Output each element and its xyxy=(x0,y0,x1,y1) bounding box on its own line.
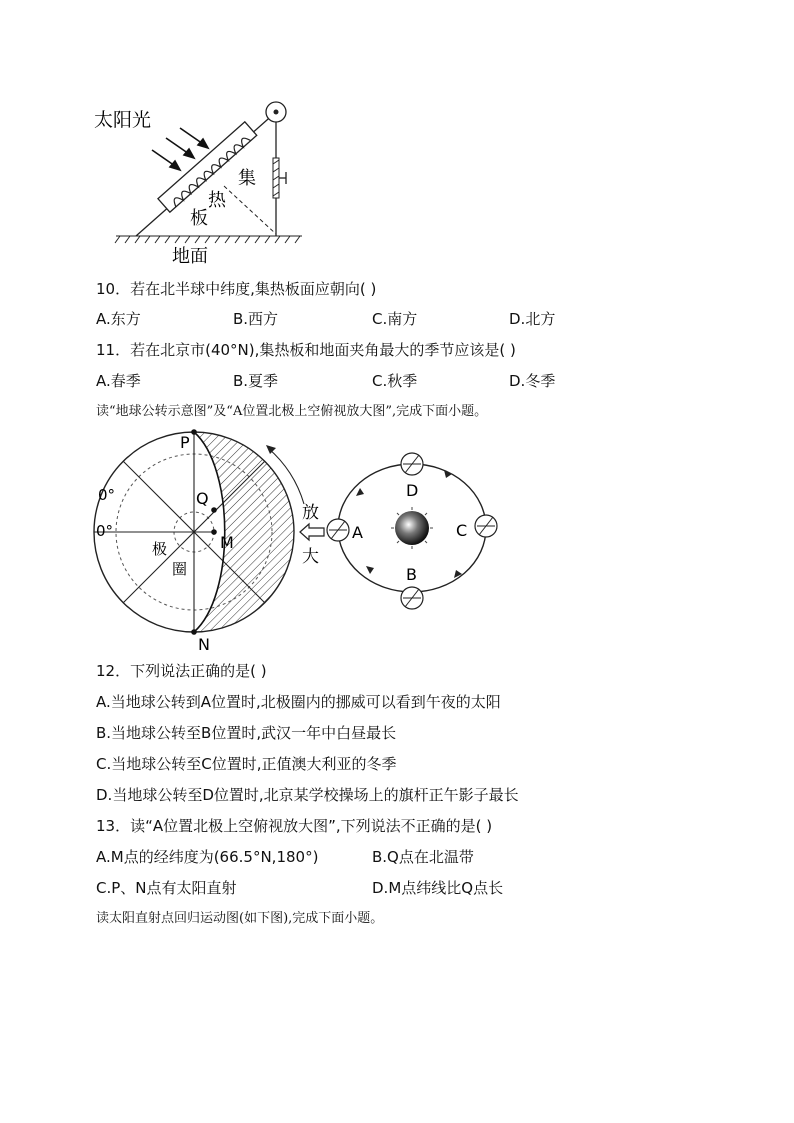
question-10-option-d[interactable]: D.北方 xyxy=(509,310,556,328)
intro-text-2: 读太阳直射点回归运动图(如下图),完成下面小题。 xyxy=(96,911,384,926)
orbit-diagram xyxy=(327,453,497,609)
intro-text-1: 读“地球公转示意图”及“A位置北极上空俯视放大图”,完成下面小题。 xyxy=(96,404,488,419)
question-11-option-b[interactable]: B.夏季 xyxy=(233,372,279,390)
zero-degree-label-top: 0° xyxy=(98,486,116,504)
question-13-option-b[interactable]: B.Q点在北温带 xyxy=(372,848,474,866)
polar-circle-char-1: 极 xyxy=(152,540,168,558)
orbit-label-a: A xyxy=(352,523,363,542)
orbit-label-b: B xyxy=(406,565,417,584)
panel-char-2: 热 xyxy=(208,190,226,211)
question-11-option-a[interactable]: A.春季 xyxy=(96,372,141,390)
question-13-option-a[interactable]: A.M点的经纬度为(66.5°N,180°) xyxy=(96,848,319,866)
question-11-stem: 11．若在北京市(40°N),集热板和地面夹角最大的季节应该是( ) xyxy=(96,341,516,359)
question-12-stem: 12．下列说法正确的是( ) xyxy=(96,662,267,680)
question-12-option-b[interactable]: B.当地球公转至B位置时,武汉一年中白昼最长 xyxy=(96,724,397,742)
orbit-label-c: C xyxy=(456,521,468,540)
question-13-option-d[interactable]: D.M点纬线比Q点长 xyxy=(372,879,504,897)
zoom-label-top: 放 xyxy=(302,503,319,523)
question-13-option-c[interactable]: C.P、N点有太阳直射 xyxy=(96,879,237,897)
point-m-label: M xyxy=(220,533,234,552)
question-10-stem: 10．若在北半球中纬度,集热板面应朝向( ) xyxy=(96,280,377,298)
point-q-label: Q xyxy=(196,489,209,508)
zoom-label-bottom: 大 xyxy=(302,547,319,567)
solar-panel-figure xyxy=(90,98,320,268)
zero-degree-label-mid: 0° xyxy=(96,522,114,540)
sun-icon xyxy=(395,511,429,545)
ground-hatching xyxy=(115,236,302,243)
panel-char-1: 集 xyxy=(238,168,256,189)
question-12-option-c[interactable]: C.当地球公转至C位置时,正值澳大利亚的冬季 xyxy=(96,755,397,773)
zoom-indicator xyxy=(300,503,324,567)
question-12-option-d[interactable]: D.当地球公转至D位置时,北京某学校操场上的旗杆正午影子最长 xyxy=(96,786,519,804)
point-n-label: N xyxy=(198,635,210,654)
question-10-option-b[interactable]: B.西方 xyxy=(233,310,279,328)
polar-circle-char-2: 圈 xyxy=(172,560,188,578)
ground-label: 地面 xyxy=(172,246,208,267)
question-11-option-d[interactable]: D.冬季 xyxy=(509,372,556,390)
panel-char-3: 板 xyxy=(190,208,208,229)
orbit-label-d: D xyxy=(406,481,419,500)
question-12-option-a[interactable]: A.当地球公转到A位置时,北极圈内的挪威可以看到午夜的太阳 xyxy=(96,693,501,711)
earth-revolution-figure xyxy=(90,428,510,654)
question-13-stem: 13．读“A位置北极上空俯视放大图”,下列说法不正确的是( ) xyxy=(96,817,493,835)
question-10-option-c[interactable]: C.南方 xyxy=(372,310,418,328)
zoom-arrow-icon xyxy=(300,524,324,540)
question-10-option-a[interactable]: A.东方 xyxy=(96,310,141,328)
point-p-label: P xyxy=(180,433,190,452)
sunlight-label: 太阳光 xyxy=(94,109,152,131)
question-11-option-c[interactable]: C.秋季 xyxy=(372,372,418,390)
polar-view xyxy=(94,429,304,654)
